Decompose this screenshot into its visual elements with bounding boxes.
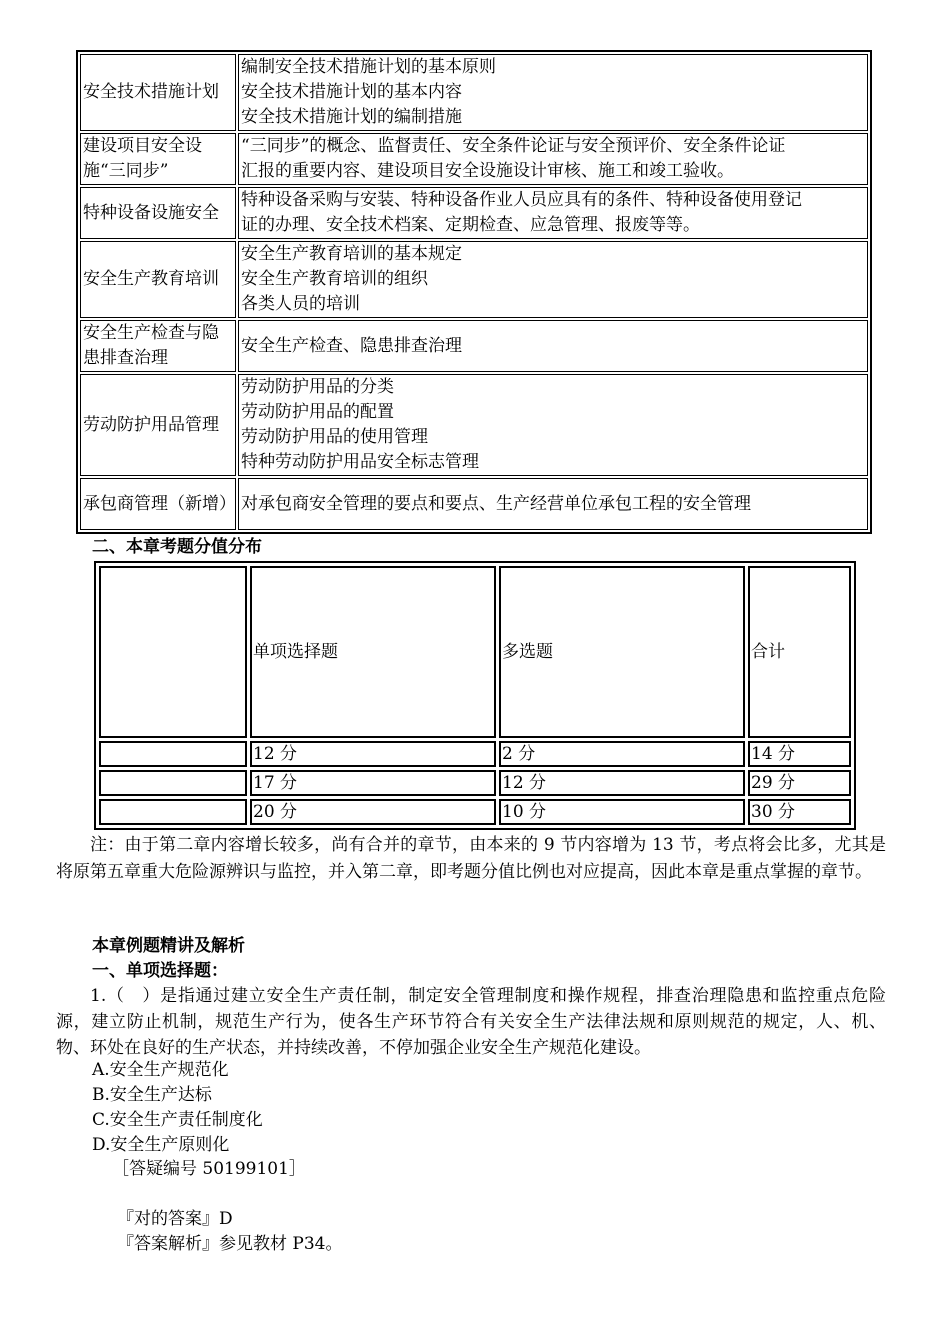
topic-content-line: 特种设备采购与安装、特种设备作业人员应具有的条件、特种设备使用登记 (241, 190, 802, 210)
topic-cell: 承包商管理（新增） (80, 478, 236, 530)
topic-content-cell (238, 320, 868, 372)
topic-content-line: 汇报的重要内容、建设项目安全设施设计审核、施工和竣工验收。 (241, 161, 734, 181)
topic-content-line: 编制安全技术措施计划的基本原则 (241, 57, 496, 77)
topic-content-line: 劳动防护用品的配置 (241, 402, 394, 422)
topics-table (76, 50, 872, 534)
topic-content-line: “三同步”的概念、监督责任、安全条件论证与安全预评价、安全条件论证 (241, 136, 786, 156)
score-table-row (99, 799, 851, 825)
examples-heading: 本章例题精讲及解析 (92, 936, 245, 956)
score-cell: 2 分 (499, 741, 745, 767)
topics-table-row (80, 320, 868, 372)
score-cell: 12 分 (250, 741, 496, 767)
score-cell: 10 分 (499, 799, 745, 825)
topic-content-line: 劳动防护用品的使用管理 (241, 427, 428, 447)
topic-cell: 安全技术措施计划 (80, 54, 236, 131)
topic-content-cell (238, 54, 868, 131)
topic-content-line: 特种劳动防护用品安全标志管理 (241, 452, 479, 472)
topic-content-cell (238, 241, 868, 318)
topic-content-line: 安全生产检查、隐患排查治理 (241, 335, 462, 356)
score-cell: 29 分 (748, 770, 851, 796)
score-cell (99, 741, 247, 767)
answer-analysis: 『答案解析』参见教材 P34。 (117, 1234, 343, 1254)
score-table-header-row (99, 566, 851, 738)
topic-content-line: 对承包商安全管理的要点和要点、生产经营单位承包工程的安全管理 (241, 493, 751, 514)
score-table-row (99, 741, 851, 767)
topic-content-line: 安全生产教育培训的组织 (241, 269, 428, 289)
topic-content-cell (238, 478, 868, 530)
score-cell (99, 799, 247, 825)
topic-content-line: 劳动防护用品的分类 (241, 377, 394, 397)
section-heading-score-distribution: 二、本章考题分值分布 (92, 537, 262, 557)
topic-cell: 特种设备设施安全 (80, 187, 236, 239)
single-choice-heading: 一、单项选择题： (92, 961, 228, 981)
score-cell: 12 分 (499, 770, 745, 796)
topics-table-row (80, 478, 868, 530)
topics-table-row (80, 54, 868, 131)
option-c: C.安全生产责任制度化 (92, 1110, 263, 1130)
topics-table-row (80, 187, 868, 239)
topic-content-cell (238, 133, 868, 185)
score-cell: 30 分 (748, 799, 851, 825)
topic-content-cell (238, 187, 868, 239)
score-cell: 17 分 (250, 770, 496, 796)
score-header-cell: 合计 (748, 566, 851, 738)
score-cell (99, 770, 247, 796)
topic-cell: 建设项目安全设施“三同步” (80, 133, 236, 185)
question-1-stem: 1.（ ）是指通过建立安全生产责任制，制定安全管理制度和操作规程，排查治理隐患和监控重点危险源，建立防止机制，规范生产行为，使各生产环节符合有关安全生产法律法规和原则规范的规定，人、机、物、环处在良好的生产状态，并持续改善，不停加强企业安全生产规范化建设。 (56, 986, 886, 1058)
score-header-cell (99, 566, 247, 738)
score-table-row (99, 770, 851, 796)
topic-content-cell (238, 374, 868, 476)
topic-cell: 劳动防护用品管理 (80, 374, 236, 476)
topic-content-line: 安全技术措施计划的编制措施 (241, 107, 462, 127)
topic-content-line: 证的办理、安全技术档案、定期检查、应急管理、报废等等。 (241, 215, 700, 235)
topic-content-line: 安全技术措施计划的基本内容 (241, 82, 462, 102)
correct-answer: 『对的答案』D (117, 1209, 233, 1229)
score-table (94, 561, 856, 830)
option-a: A.安全生产规范化 (92, 1060, 229, 1080)
topic-content-line: 安全生产教育培训的基本规定 (241, 244, 462, 264)
topics-table-row (80, 241, 868, 318)
score-header-cell: 单项选择题 (250, 566, 496, 738)
topic-cell: 安全生产教育培训 (80, 241, 236, 318)
qa-number: ［答疑编号 50199101］ (112, 1159, 306, 1179)
score-cell: 20 分 (250, 799, 496, 825)
topics-table-row (80, 374, 868, 476)
score-cell: 14 分 (748, 741, 851, 767)
topic-content-line: 各类人员的培训 (241, 294, 360, 314)
option-d: D.安全生产原则化 (92, 1135, 230, 1155)
score-header-cell: 多选题 (499, 566, 745, 738)
option-b: B.安全生产达标 (92, 1085, 212, 1105)
topics-table-row (80, 133, 868, 185)
chapter-note: 注：由于第二章内容增长较多，尚有合并的章节，由本来的 9 节内容增为 13 节，考点将会比多，尤其是将原第五章重大危险源辨识与监控，并入第二章，即考题分值比例也对应提高，因此本章是重点掌握的章节。 (56, 835, 886, 882)
topic-cell: 安全生产检查与隐患排查治理 (80, 320, 236, 372)
